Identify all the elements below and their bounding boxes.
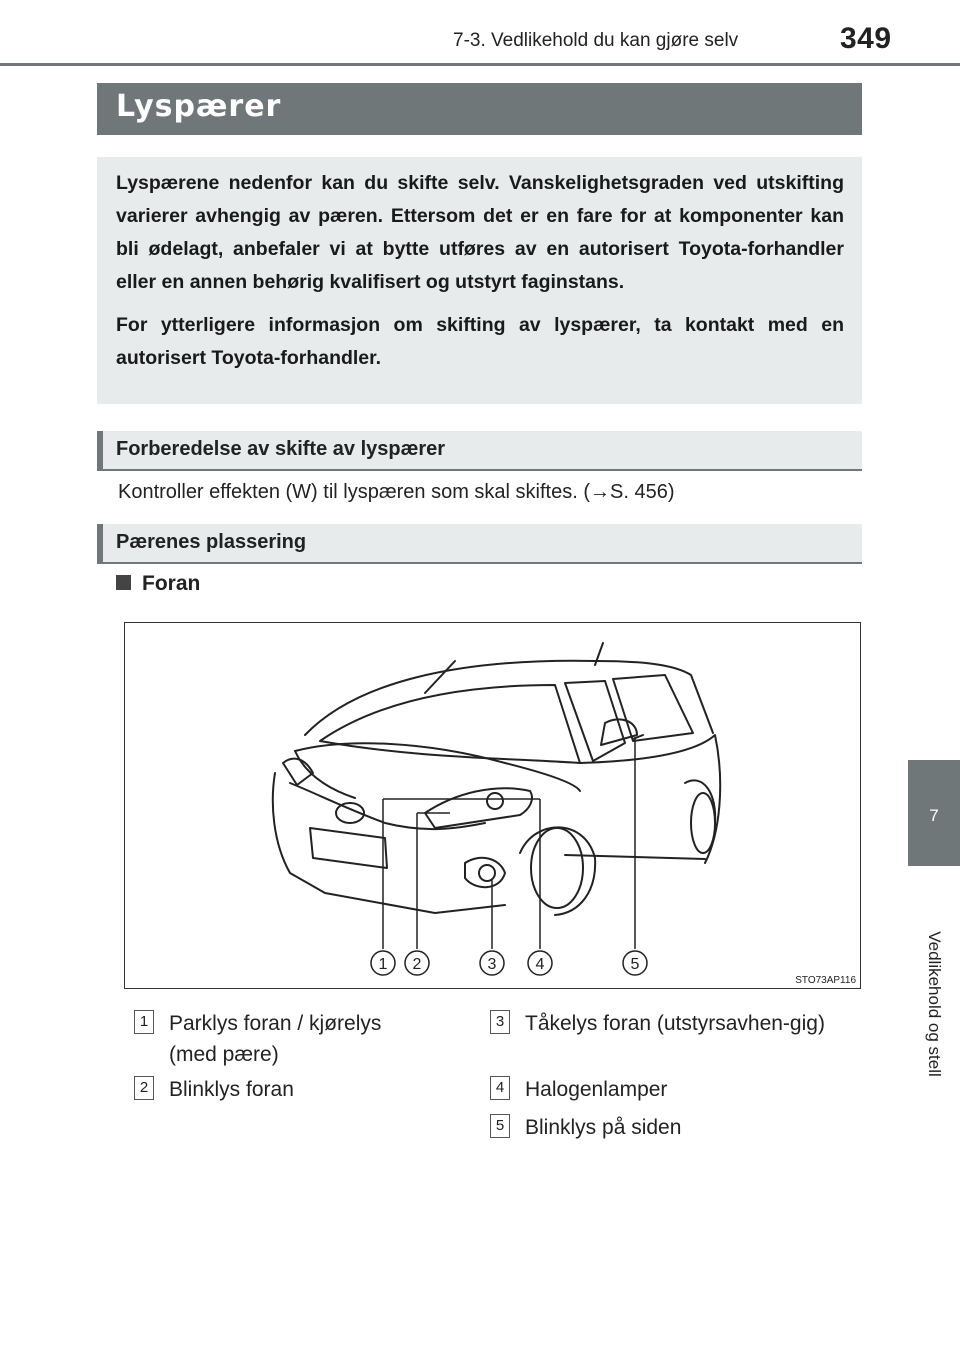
chapter-title: Vedlikehold og stell: [925, 931, 944, 1077]
legend-text: Parklys foran / kjørelys (med pære): [169, 1012, 382, 1066]
legend-item: [139, 1074, 429, 1105]
legend-number-badge: 1: [134, 1010, 154, 1034]
legend-number-badge: 5: [490, 1114, 510, 1138]
legend-item: [495, 1112, 825, 1143]
intro-paragraph-2: For ytterligere informasjon om skifting av lyspærer, ta kontakt med en autorisert Toyota-forhandler.: [116, 314, 844, 369]
callout-group: [371, 951, 647, 975]
legend-text: Blinklys foran: [169, 1078, 294, 1101]
header-divider: [0, 63, 960, 66]
legend-text: Tåkelys foran (utstyrsavhen-gig): [525, 1012, 825, 1035]
legend-number-badge: 4: [490, 1076, 510, 1100]
page-number: 349: [840, 22, 892, 55]
section-body-text: Kontroller effekten (W) til lyspæren som skal skiftes. (→S. 456): [118, 481, 675, 503]
legend-item: [139, 1008, 429, 1070]
car-front-illustration: [125, 623, 860, 988]
section-header: 7-3. Vedlikehold du kan gjøre selv: [453, 30, 739, 51]
subheading-front: Foran: [142, 572, 201, 595]
intro-paragraph-1: Lyspærene nedenfor kan du skifte selv. Vanskelighetsgraden ved utskifting varierer avhengig av pæren. Ettersom det er en fare for at komponenter kan bli ødelagt, anbefaler vi at bytte utføres av en autorisert Toyota-forhandler eller en annen behørig kvalifisert og utstyrt faginstans.: [116, 172, 844, 293]
legend-item: [495, 1008, 860, 1039]
legend-number-badge: 2: [134, 1076, 154, 1100]
square-bullet-icon: [116, 575, 131, 590]
intro-box: [97, 157, 862, 404]
callout-2-label: 2: [412, 956, 422, 973]
section-heading-locations: [97, 524, 862, 564]
page-title: Lyspærer: [116, 89, 282, 124]
callout-5-label: 5: [630, 956, 640, 973]
section-heading-text: Forberedelse av skifte av lyspærer: [116, 438, 446, 460]
callout-3-label: 3: [487, 956, 497, 973]
legend-text: Halogenlamper: [525, 1078, 668, 1101]
chapter-tab: [908, 760, 960, 866]
chapter-number: 7: [929, 806, 939, 825]
car-illustration-figure: [124, 622, 861, 989]
section-heading-preparation: [97, 431, 862, 471]
legend-text: Blinklys på siden: [525, 1116, 682, 1139]
callout-1-label: 1: [378, 956, 388, 973]
legend-number-badge: 3: [490, 1010, 510, 1034]
figure-code: STO73AP116: [795, 975, 856, 986]
callout-4-label: 4: [535, 956, 545, 973]
page-title-bar: [97, 83, 862, 135]
legend-item: [495, 1074, 825, 1105]
section-heading-text: Pærenes plassering: [116, 531, 307, 553]
